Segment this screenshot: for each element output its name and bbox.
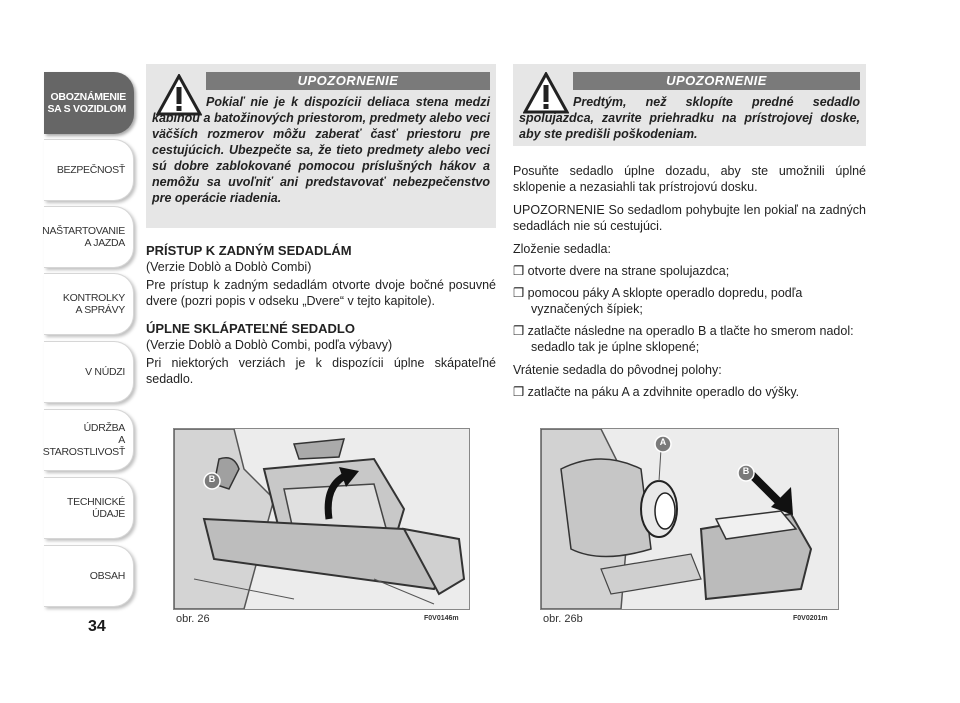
section1-heading: PRÍSTUP K ZADNÝM SEDADLÁM <box>146 243 352 258</box>
left-warning-title: UPOZORNENIE <box>206 72 490 90</box>
tab-kontrolky[interactable]: KONTROLKY A SPRÁVY <box>44 273 134 335</box>
tab-nastartovanie[interactable]: NAŠTARTOVANIE A JAZDA <box>44 206 134 268</box>
right-p3: Zloženie sedadla: <box>513 242 611 256</box>
section2-heading: ÚPLNE SKLÁPATEĽNÉ SEDADLO <box>146 321 355 336</box>
list-item: ❒ zatlačte následne na operadlo B a tlačte ho smerom nadol: sedadlo tak je úplne sklopené; <box>513 324 854 354</box>
section1-sub: (Verzie Doblò a Doblò Combi) <box>146 260 312 274</box>
right-warning-text: Predtým, než sklopíte predné sedadlo spolujazdca, zavrite priehradku na prístrojovej doske, aby ste predišli poškodeniam. <box>519 95 860 141</box>
left-warning-box <box>146 64 496 228</box>
figure-26b-code: F0V0201m <box>793 615 828 622</box>
section2-sub: (Verzie Doblò a Doblò Combi, podľa výbavy) <box>146 338 393 352</box>
right-p4: Vrátenie sedadla do pôvodnej polohy: <box>513 363 722 377</box>
right-p1: Posuňte sedadlo úplne dozadu, aby ste umožnili úplné sklopenie a nezasiahli tak prístrojovú dosku. <box>513 164 866 194</box>
left-warning-text: Pokiaľ nie je k dispozícii deliaca stena medzi kabínou a batožinových priestorom, predmety alebo veci väčších rozmerov môžu zaberať časť priestoru pre cestujúcich. Ubezpečte sa, že tieto predmety alebo veci sú dobre zablokované pomocou príslušných hákov a nemôžu sa uvoľniť ani predstavovať nebezpečenstvo pre operácie riadenia. <box>152 95 490 205</box>
figure-26b <box>540 428 839 610</box>
section1-text: Pre prístup k zadným sedadlám otvorte dvoje bočné posuvné dvere (pozri popis v odseku „Dvere“ v tejto kapitole). <box>146 278 496 308</box>
seat-lever-illustration <box>541 429 838 609</box>
list-item: ❒ zatlačte na páku A a zdvihnite operadlo do výšky. <box>513 385 800 399</box>
figure-26b-caption: obr. 26b <box>543 613 583 625</box>
tab-v-nudzi[interactable]: V NÚDZI <box>44 341 134 403</box>
right-warning-title: UPOZORNENIE <box>573 72 860 90</box>
label-b: B <box>742 466 750 476</box>
tab-oboznamenie[interactable]: OBOZNÁMENIE SA S VOZIDLOM <box>44 72 134 134</box>
label-a: A <box>659 437 667 447</box>
right-body <box>513 163 866 400</box>
label-b: B <box>208 474 216 484</box>
right-p2: UPOZORNENIE So sedadlom pohybujte len pokiaľ na zadných sedadlách nie sú cestujúci. <box>513 203 866 233</box>
figure-26 <box>173 428 470 610</box>
list-item: ❒ otvorte dvere na strane spolujazdca; <box>513 264 730 278</box>
tab-obsah[interactable]: OBSAH <box>44 545 134 607</box>
right-warning-box <box>513 64 866 146</box>
list-item: ❒ pomocou páky A sklopte operadlo dopredu, podľa vyznačených šípiek; <box>513 286 803 316</box>
left-body <box>146 243 496 387</box>
seat-illustration <box>174 429 469 609</box>
page-number: 34 <box>88 618 106 635</box>
tab-udrzba[interactable]: ÚDRŽBA A STAROSTLIVOSŤ <box>44 409 134 471</box>
tab-bezpecnost[interactable]: BEZPEČNOSŤ <box>44 139 134 201</box>
section2-text: Pri niektorých verziách je k dispozícii úplne skápateľné sedadlo. <box>146 356 496 386</box>
tab-technicke[interactable]: TECHNICKÉ ÚDAJE <box>44 477 134 539</box>
figure-26-caption: obr. 26 <box>176 613 210 625</box>
figure-26-code: F0V0146m <box>424 615 459 622</box>
